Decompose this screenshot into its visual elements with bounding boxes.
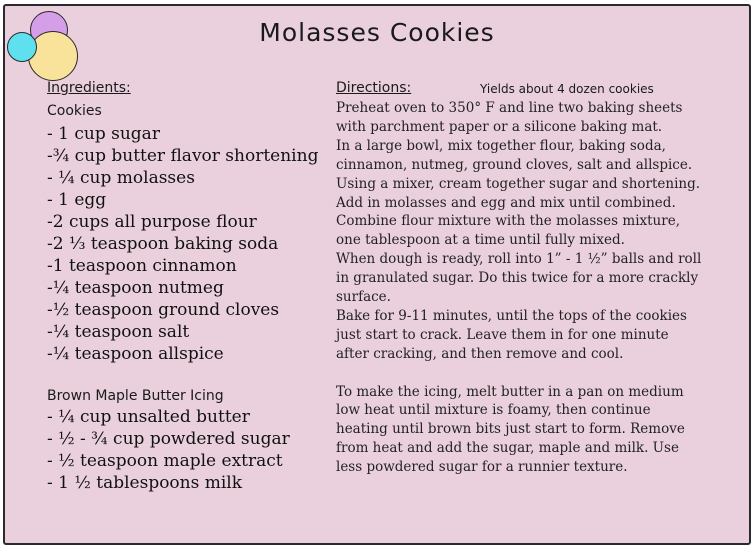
- directions-heading: Directions:: [336, 80, 412, 96]
- direction-step: When dough is ready, roll into 1” - 1 ½” balls and roll in granulated sugar. Do this twice for a more crackly surface.: [336, 251, 702, 306]
- ingredient-item: - ½ teaspoon maple extract: [47, 451, 283, 471]
- direction-step: Combine flour mixture with the molasses mixture, one tablespoon at a time until fully mixed.: [336, 213, 680, 249]
- direction-step: Bake for 9-11 minutes, until the tops of the cookies just start to crack. Leave them in for one minute after cracking, and then remove and cool.: [336, 307, 687, 362]
- ingredient-item: -¾ cup butter flavor shortening: [47, 146, 319, 166]
- ingredients-heading: Ingredients:: [47, 80, 131, 96]
- icing-subheading: Brown Maple Butter Icing: [47, 388, 224, 404]
- icing-direction: To make the icing, melt butter in a pan on medium low heat until mixture is foamy, then continue heating until brown bits just start to form. Remove from heat and add the sugar, maple and milk. Use less powdered sugar for a runnier texture.: [336, 383, 685, 476]
- ingredient-item: -¼ teaspoon nutmeg: [47, 278, 224, 298]
- ingredient-item: - 1 ½ tablespoons milk: [47, 473, 243, 493]
- ingredient-item: - 1 cup sugar: [47, 124, 160, 144]
- ingredient-item: - ¼ cup unsalted butter: [47, 407, 250, 427]
- ingredient-item: - ½ - ¾ cup powdered sugar: [47, 429, 290, 449]
- ingredient-item: -2 cups all purpose flour: [47, 212, 257, 232]
- yields-note: Yields about 4 dozen cookies: [480, 82, 654, 96]
- ingredient-item: -¼ teaspoon salt: [47, 322, 190, 342]
- ingredient-item: -1 teaspoon cinnamon: [47, 256, 237, 276]
- ingredient-item: - ¼ cup molasses: [47, 168, 195, 188]
- paragraph-spacer: [336, 364, 704, 383]
- direction-step: Using a mixer, cream together sugar and shortening. Add in molasses and egg and mix until combined.: [336, 175, 701, 211]
- ingredient-item: - 1 egg: [47, 190, 107, 210]
- direction-step: Preheat oven to 350° F and line two baking sheets with parchment paper or a silicone baking mat.: [336, 100, 683, 135]
- recipe-title: Molasses Cookies: [259, 18, 495, 47]
- ingredient-item: -¼ teaspoon allspice: [47, 344, 224, 364]
- cookie-ingredient-list: [47, 123, 318, 365]
- ingredient-item: -½ teaspoon ground cloves: [47, 300, 280, 320]
- cookies-subheading: Cookies: [47, 103, 102, 119]
- icing-ingredient-list: [47, 406, 290, 494]
- direction-step: In a large bowl, mix together flour, baking soda, cinnamon, nutmeg, ground cloves, salt and allspice.: [336, 137, 693, 173]
- directions-text: [336, 99, 704, 477]
- ingredient-item: -2 ⅓ teaspoon baking soda: [47, 234, 279, 254]
